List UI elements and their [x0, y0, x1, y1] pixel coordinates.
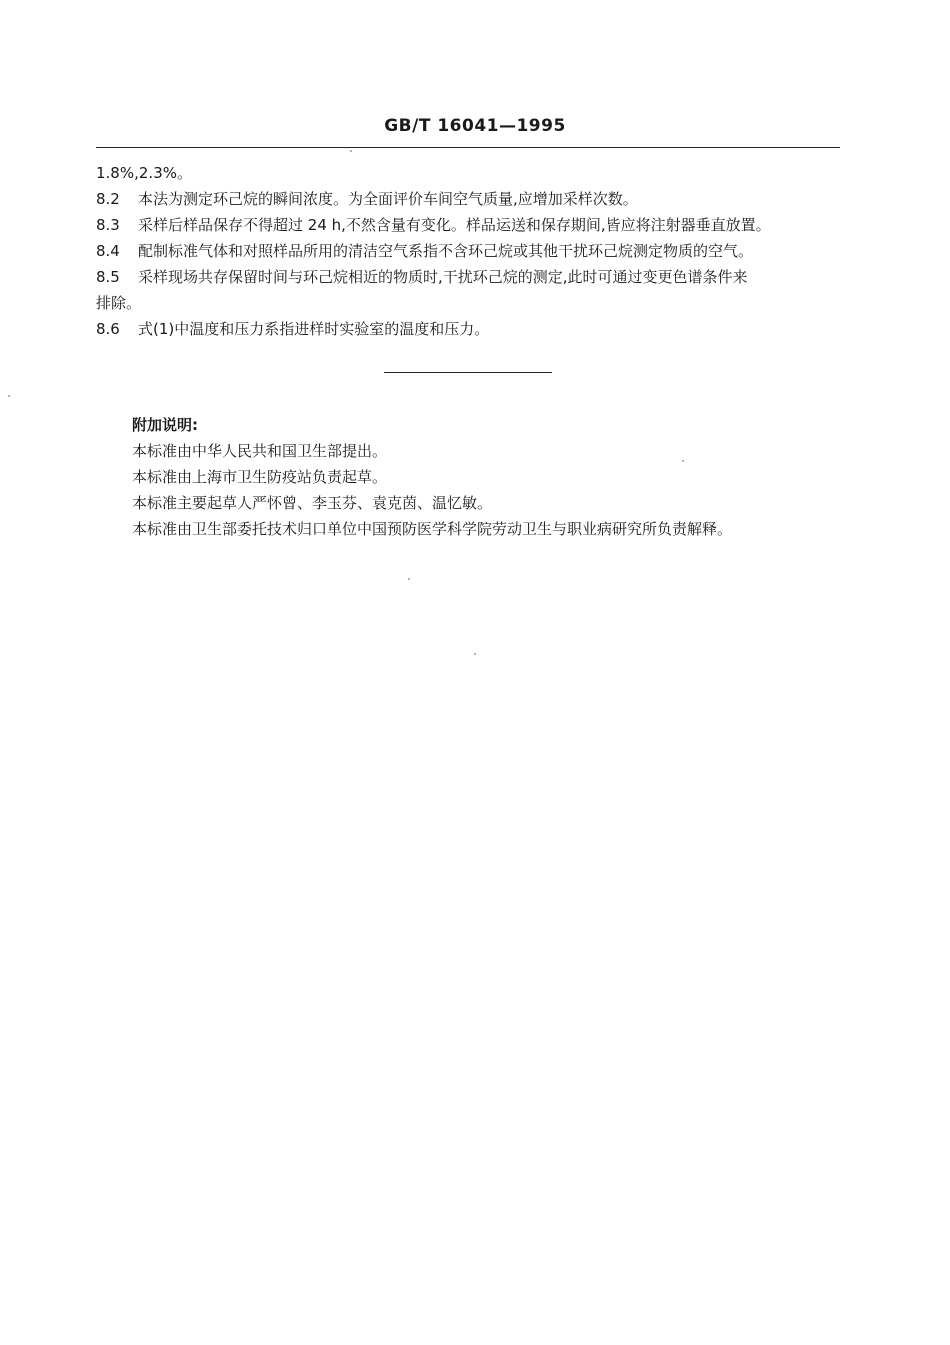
header-divider: [96, 147, 840, 148]
clause-8-5: [96, 264, 846, 290]
notes-line: 本标准主要起草人严怀曾、李玉芬、袁克茵、温忆敏。: [132, 494, 493, 512]
clause-number: 8.6: [96, 320, 120, 338]
notes-line: 本标准由中华人民共和国卫生部提出。: [132, 442, 388, 460]
clause-number: 8.3: [96, 216, 120, 234]
notes-line: 本标准由卫生部委托技术归口单位中国预防医学科学院劳动卫生与职业病研究所负责解释。: [132, 520, 733, 538]
clause-8-3: [96, 212, 846, 238]
additional-notes: [132, 412, 852, 542]
clause-section: [96, 160, 846, 342]
notes-line: 本标准由上海市卫生防疫站负责起草。: [132, 468, 388, 486]
clause-text: 配制标准气体和对照样品所用的清洁空气系指不含环己烷或其他干扰环己烷测定物质的空气。: [138, 242, 754, 260]
clause-text: 式(1)中温度和压力系指进样时实验室的温度和压力。: [138, 320, 490, 338]
clause-text: 采样现场共存保留时间与环己烷相近的物质时,干扰环己烷的测定,此时可通过变更色谱条件来: [138, 268, 748, 286]
scan-speck: [682, 460, 684, 462]
scan-speck: [474, 653, 476, 655]
clause-8-5-continuation: 排除。: [96, 294, 142, 312]
scan-speck: [408, 578, 410, 580]
notes-title: 附加说明:: [132, 416, 198, 434]
clause-8-6: [96, 316, 846, 342]
standard-number-header: GB/T 16041—1995: [384, 116, 566, 136]
clause-number: 8.4: [96, 242, 120, 260]
end-of-text-rule: [384, 372, 552, 373]
clause-number: 8.5: [96, 268, 120, 286]
scan-speck: [8, 395, 10, 397]
clause-text: 本法为测定环己烷的瞬间浓度。为全面评价车间空气质量,应增加采样次数。: [138, 190, 638, 208]
clause-text: 采样后样品保存不得超过 24 h,不然含量有变化。样品运送和保存期间,皆应将注射器垂直放置。: [138, 216, 771, 234]
clause-8-2: [96, 186, 846, 212]
scan-speck: [350, 150, 352, 152]
continued-text-line: 1.8%,2.3%。: [96, 164, 192, 182]
clause-number: 8.2: [96, 190, 120, 208]
clause-8-4: [96, 238, 846, 264]
